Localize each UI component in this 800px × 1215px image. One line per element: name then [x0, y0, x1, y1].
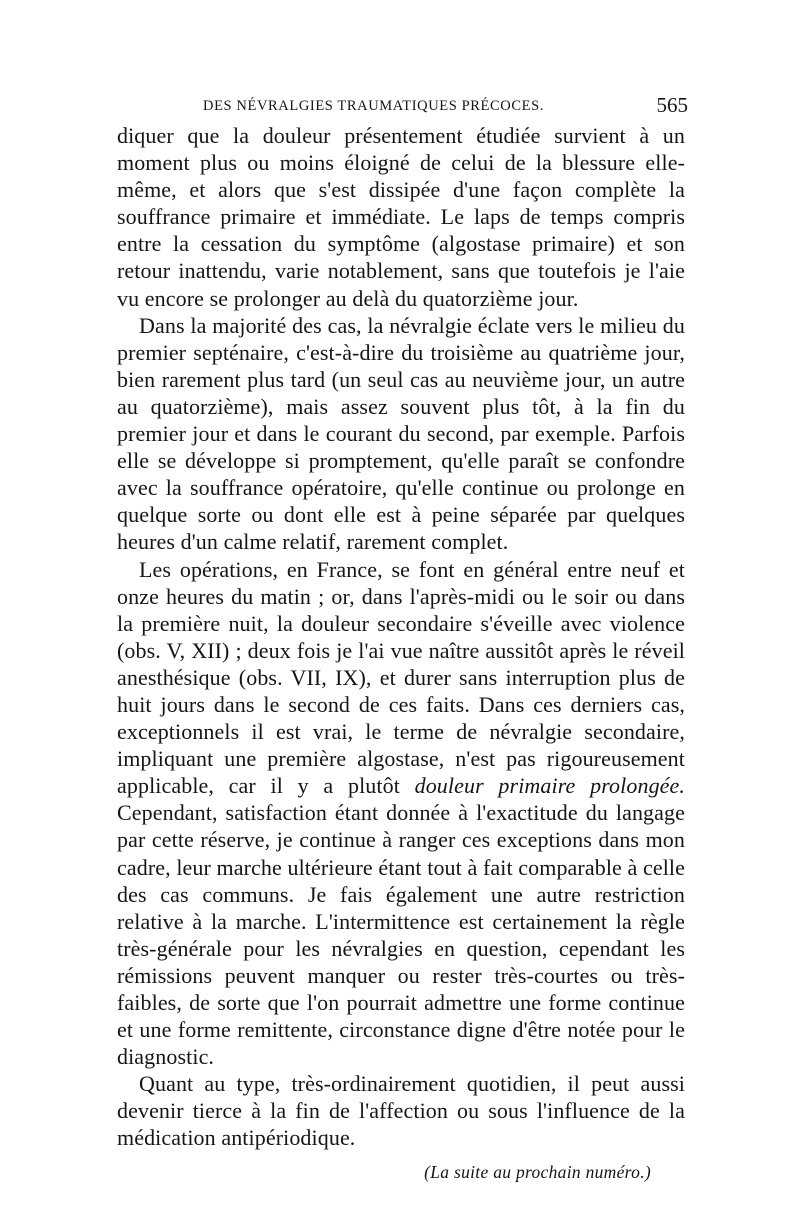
book-page	[117, 92, 688, 1183]
body-text	[117, 122, 685, 1152]
italic-phrase: douleur primaire prolongée.	[414, 773, 685, 799]
running-title: DES NÉVRALGIES TRAUMATIQUES PRÉCOCES.	[203, 98, 544, 114]
running-header	[117, 92, 688, 122]
page-number: 565	[656, 93, 688, 117]
paragraph-3	[117, 556, 685, 1071]
paragraph-4: Quant au type, très-ordinairement quotidien, il peut aussi devenir tierce à la fin de l'affection ou sous l'influence de la médication antipériodique.	[117, 1071, 685, 1151]
paragraph-3-text-b: Cependant, satisfaction étant donnée à l'exactitude du langage par cette réserve, je continue à ranger ces exceptions dans mon cadre, leur marche ultérieure étant tout à fait comparable à celle des cas communs. Je fais également une autre restriction relative à la marche. L'intermittence est certainement la règle très-générale pour les névralgies en question, cependant les rémissions peuvent manquer ou rester très-courtes ou très-faibles, de sorte que l'on pourrait admettre une forme continue et une forme remittente, circonstance digne d'être notée pour le diagnostic.	[117, 800, 685, 1070]
continuation-note: (La suite au prochain numéro.)	[424, 1161, 651, 1182]
paragraph-3-text-a: Les opérations, en France, se font en général entre neuf et onze heures du matin ; or, dans l'après-midi ou le soir ou dans la première nuit, la douleur secondaire s'éveille avec violence (obs. V, XII) ; deux fois je l'ai vue naître aussitôt après le réveil anesthésique (obs. VII, IX), et durer sans interruption plus de huit jours dans le second de ces faits. Dans ces derniers cas, exceptionnels il est vrai, le terme de névralgie secondaire, impliquant une première algostase, n'est pas rigoureusement applicable, car il y a plutôt	[117, 556, 685, 799]
paragraph-1: diquer que la douleur présentement étudiée survient à un moment plus ou moins éloigné de celui de la blessure elle-même, et alors que s'est dissipée d'une façon complète la souffrance primaire et immédiate. Le laps de temps compris entre la cessation du symptôme (algostase primaire) et son retour inattendu, varie notablement, sans que toutefois je l'aie vu encore se prolonger au delà du quatorzième jour.	[117, 123, 685, 311]
paragraph-2: Dans la majorité des cas, la névralgie éclate vers le milieu du premier septénaire, c'est-à-dire du troisième au quatrième jour, bien rarement plus tard (un seul cas au neuvième jour, un autre au quatorzième), mais assez souvent plus tôt, à la fin du premier jour et dans le courant du second, par exemple. Parfois elle se développe si promptement, qu'elle paraît se confondre avec la souffrance opératoire, qu'elle continue ou prolonge en quelque sorte ou dont elle est à peine séparée par quelques heures d'un calme relatif, rarement complet.	[117, 312, 685, 555]
